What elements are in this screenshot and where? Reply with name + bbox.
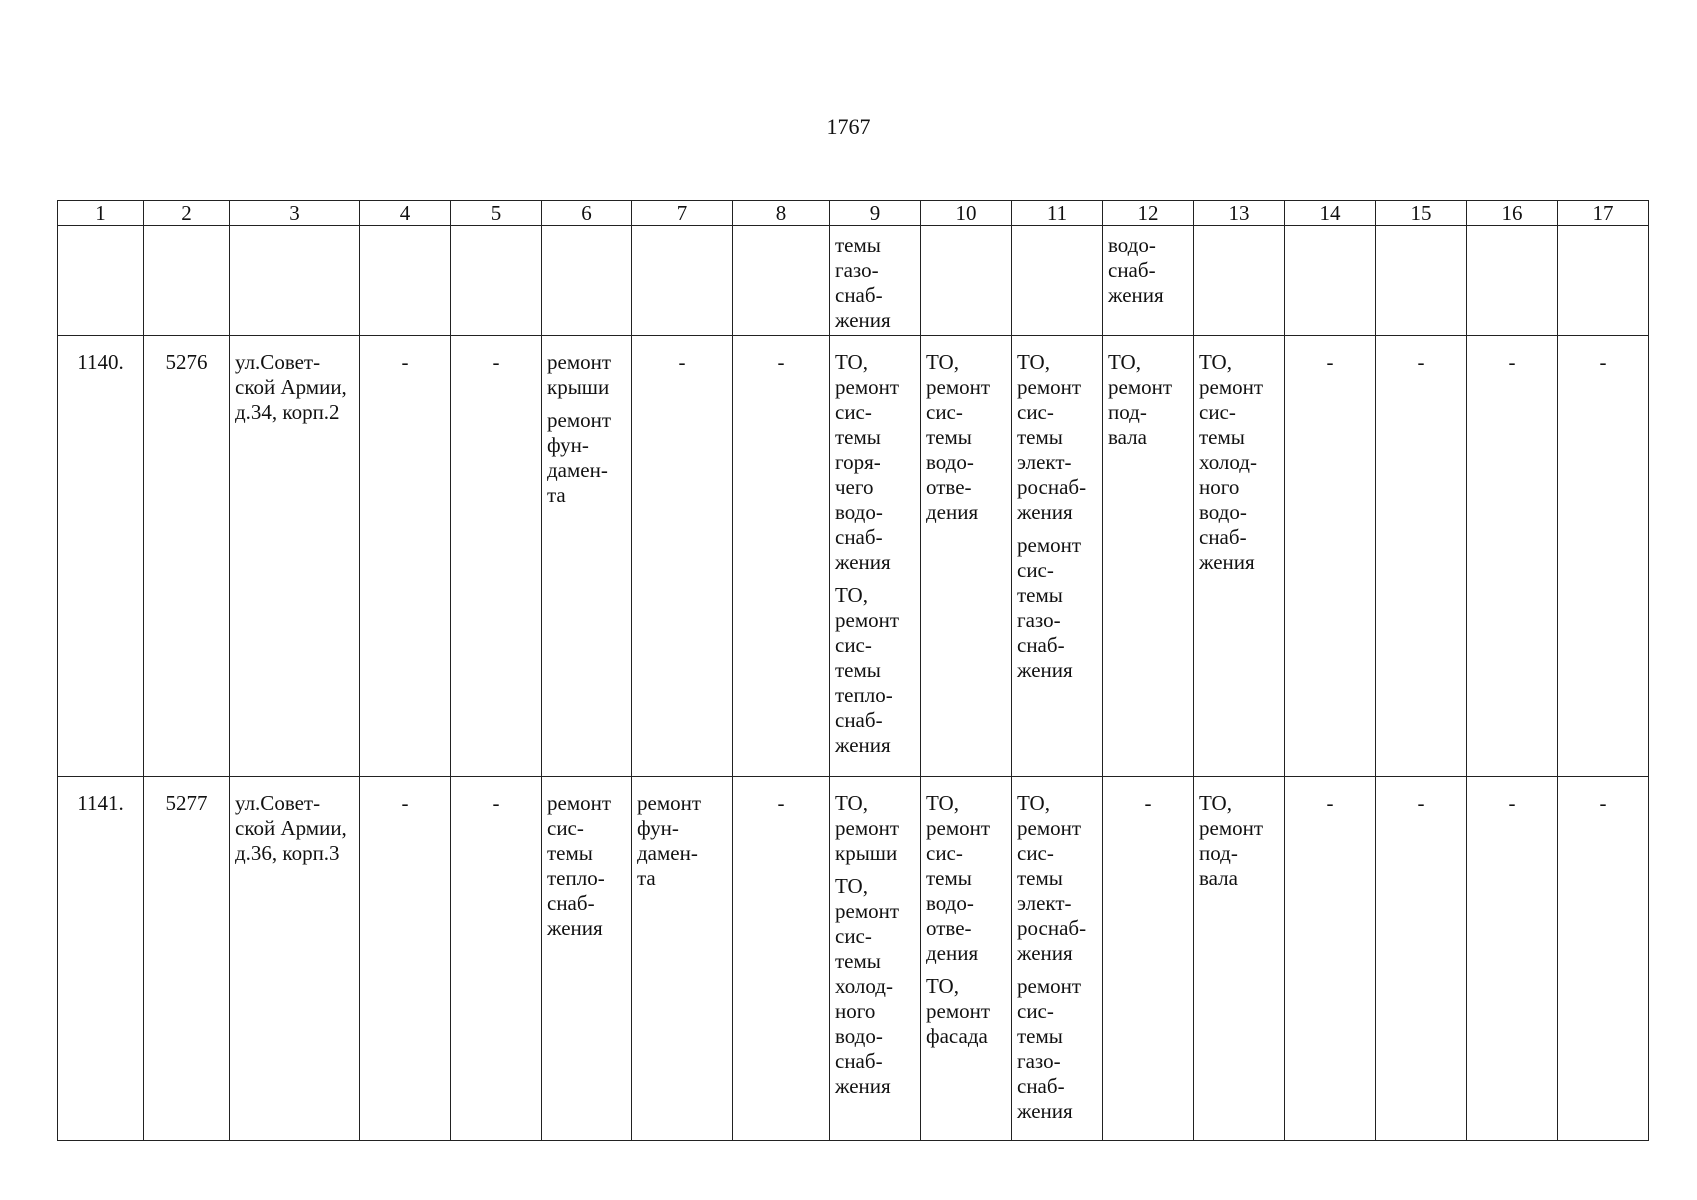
table-cell bbox=[1467, 777, 1558, 1141]
cell-text: ремонт сис- темы тепло- снаб- жения bbox=[547, 791, 612, 940]
cell-text: - bbox=[1326, 791, 1334, 815]
table-cell bbox=[58, 336, 144, 777]
cell-text: 1141. bbox=[77, 791, 124, 815]
table-cell bbox=[451, 226, 542, 336]
table-cell bbox=[144, 336, 230, 777]
table-cell bbox=[632, 336, 733, 777]
table-cell bbox=[230, 336, 360, 777]
table-cell bbox=[542, 336, 632, 777]
cell-text: ТО, ремонт сис- темы элект- роснаб- жения bbox=[1017, 791, 1087, 965]
table-cell bbox=[1467, 226, 1558, 336]
continuation-row bbox=[58, 226, 1649, 336]
table-cell bbox=[1194, 226, 1285, 336]
column-number-cell: 13 bbox=[1194, 201, 1285, 226]
cell-text: 5277 bbox=[165, 791, 208, 815]
cell-text: - bbox=[678, 350, 686, 374]
cell-text: темы газо- снаб- жения bbox=[835, 233, 891, 332]
cell-text: ремонт сис- темы газо- снаб- жения bbox=[1017, 974, 1082, 1123]
cell-text: - bbox=[777, 791, 785, 815]
table-cell bbox=[360, 226, 451, 336]
table-cell bbox=[830, 777, 921, 1141]
table-cell bbox=[1012, 336, 1103, 777]
cell-text: ТО, ремонт сис- темы элект- роснаб- жения bbox=[1017, 350, 1087, 524]
table-cell bbox=[58, 777, 144, 1141]
table-row bbox=[58, 777, 1649, 1141]
table-cell bbox=[1558, 777, 1649, 1141]
table-cell bbox=[632, 226, 733, 336]
table-cell bbox=[451, 336, 542, 777]
cell-text: - bbox=[492, 791, 500, 815]
cell-text: ремонт фун- дамен- та bbox=[547, 408, 612, 507]
column-number-cell: 4 bbox=[360, 201, 451, 226]
table-cell bbox=[1194, 336, 1285, 777]
cell-text: - bbox=[1599, 791, 1607, 815]
cell-text: - bbox=[1326, 350, 1334, 374]
table-cell bbox=[144, 777, 230, 1141]
table-cell bbox=[1194, 777, 1285, 1141]
cell-text: 1140. bbox=[77, 350, 124, 374]
table-cell bbox=[451, 777, 542, 1141]
table-cell bbox=[1103, 336, 1194, 777]
cell-text: - bbox=[777, 350, 785, 374]
cell-text: ул.Совет- ской Армии, д.34, корп.2 bbox=[235, 350, 347, 424]
column-number-cell: 17 bbox=[1558, 201, 1649, 226]
column-number-cell: 8 bbox=[733, 201, 830, 226]
table-cell bbox=[1285, 336, 1376, 777]
cell-text: - bbox=[1508, 791, 1516, 815]
cell-text: ремонт сис- темы газо- снаб- жения bbox=[1017, 533, 1082, 682]
column-number-cell: 7 bbox=[632, 201, 733, 226]
column-number-cell: 16 bbox=[1467, 201, 1558, 226]
cell-text: - bbox=[1417, 791, 1425, 815]
table-cell bbox=[1558, 226, 1649, 336]
column-number-cell: 2 bbox=[144, 201, 230, 226]
cell-text: водо- снаб- жения bbox=[1108, 233, 1164, 307]
table-cell bbox=[360, 777, 451, 1141]
cell-text: ул.Совет- ской Армии, д.36, корп.3 bbox=[235, 791, 347, 865]
page-number: 1767 bbox=[826, 114, 871, 139]
table-cell bbox=[144, 226, 230, 336]
works-table bbox=[57, 200, 1649, 1141]
cell-text: ТО, ремонт фасада bbox=[926, 974, 991, 1048]
cell-text: ТО, ремонт сис- темы водо- отве- дения bbox=[926, 791, 991, 965]
column-number-cell: 5 bbox=[451, 201, 542, 226]
table-cell bbox=[360, 336, 451, 777]
cell-text: - bbox=[401, 350, 409, 374]
cell-text: ТО, ремонт сис- темы водо- отве- дения bbox=[926, 350, 991, 524]
cell-text: ТО, ремонт сис- темы тепло- снаб- жения bbox=[835, 583, 900, 757]
cell-text: ТО, ремонт сис- темы холод- ного водо- снаб- жения bbox=[1199, 350, 1264, 574]
table-cell bbox=[230, 777, 360, 1141]
table-cell bbox=[1467, 336, 1558, 777]
cell-text: - bbox=[492, 350, 500, 374]
column-number-cell: 3 bbox=[230, 201, 360, 226]
column-number-row bbox=[58, 201, 1649, 226]
table-cell bbox=[1285, 777, 1376, 1141]
table-cell bbox=[733, 336, 830, 777]
cell-text: - bbox=[1144, 791, 1152, 815]
cell-text: ремонт фун- дамен- та bbox=[637, 791, 702, 890]
column-number-cell: 12 bbox=[1103, 201, 1194, 226]
cell-text: - bbox=[1508, 350, 1516, 374]
column-number-cell: 14 bbox=[1285, 201, 1376, 226]
cell-text: - bbox=[1417, 350, 1425, 374]
cell-text: - bbox=[1599, 350, 1607, 374]
column-number-cell: 1 bbox=[58, 201, 144, 226]
cell-text: ТО, ремонт крыши bbox=[835, 791, 900, 865]
table-cell bbox=[1376, 226, 1467, 336]
table-cell bbox=[1012, 777, 1103, 1141]
cell-text: ТО, ремонт сис- темы горя- чего водо- снаб- жения bbox=[835, 350, 900, 574]
cell-text: ТО, ремонт под- вала bbox=[1108, 350, 1173, 449]
table-cell bbox=[921, 336, 1012, 777]
table-cell bbox=[230, 226, 360, 336]
cell-text: ремонт крыши bbox=[547, 350, 612, 399]
table-cell bbox=[58, 226, 144, 336]
table-row bbox=[58, 336, 1649, 777]
table-cell bbox=[830, 226, 921, 336]
table-cell bbox=[830, 336, 921, 777]
table-cell bbox=[1376, 336, 1467, 777]
table-cell bbox=[733, 777, 830, 1141]
cell-text: - bbox=[401, 791, 409, 815]
cell-text: 5276 bbox=[165, 350, 208, 374]
table-cell bbox=[1285, 226, 1376, 336]
table-cell bbox=[1376, 777, 1467, 1141]
table-cell bbox=[542, 226, 632, 336]
table-cell bbox=[921, 226, 1012, 336]
column-number-cell: 15 bbox=[1376, 201, 1467, 226]
table-cell bbox=[921, 777, 1012, 1141]
column-number-cell: 9 bbox=[830, 201, 921, 226]
column-number-cell: 11 bbox=[1012, 201, 1103, 226]
table-cell bbox=[542, 777, 632, 1141]
column-number-cell: 10 bbox=[921, 201, 1012, 226]
table-cell bbox=[632, 777, 733, 1141]
cell-text: ТО, ремонт под- вала bbox=[1199, 791, 1264, 890]
table-cell bbox=[1012, 226, 1103, 336]
table-cell bbox=[1103, 226, 1194, 336]
table-cell bbox=[733, 226, 830, 336]
cell-text: ТО, ремонт сис- темы холод- ного водо- снаб- жения bbox=[835, 874, 900, 1098]
column-number-cell: 6 bbox=[542, 201, 632, 226]
table-cell bbox=[1103, 777, 1194, 1141]
table-cell bbox=[1558, 336, 1649, 777]
